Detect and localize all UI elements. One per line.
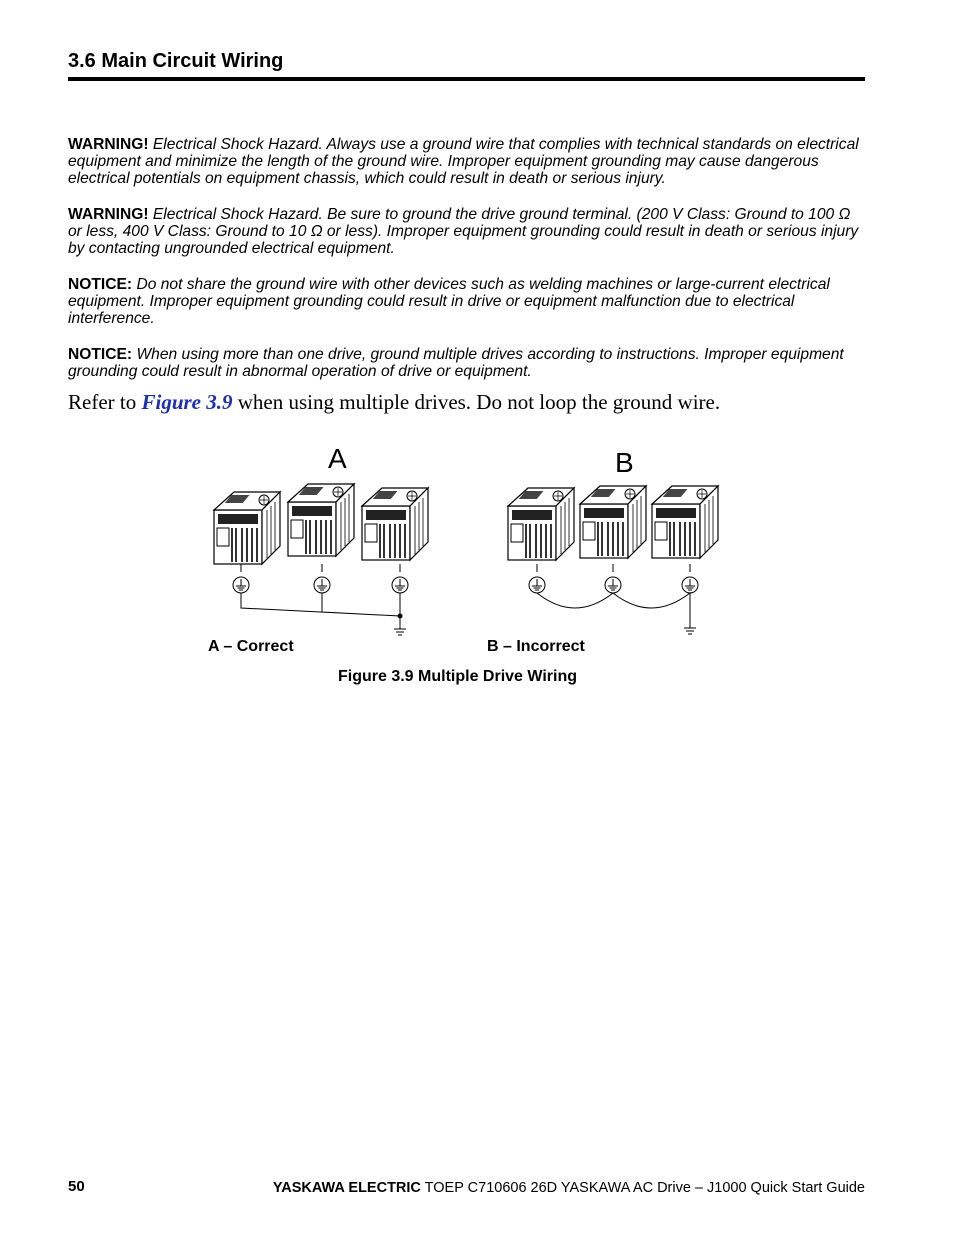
drive-unit [508, 488, 574, 560]
footer-brand: YASKAWA ELECTRIC [272, 1180, 421, 1196]
section-title: 3.6 Main Circuit Wiring [68, 50, 284, 72]
figure-letter-b: B [615, 447, 634, 478]
refer-sentence [68, 390, 720, 415]
notice-label: NOTICE: [68, 346, 133, 363]
notice-2 [68, 346, 868, 380]
figure-title: Figure 3.9 Multiple Drive Wiring [338, 668, 577, 685]
ground-terminal-icon [392, 577, 408, 593]
caption-b: B – Incorrect [487, 638, 585, 655]
multiple-drive-wiring-figure [200, 440, 740, 640]
ground-wire-correct [241, 593, 400, 621]
earth-ground-icon [684, 620, 696, 634]
drive-unit [214, 492, 280, 564]
figure-link[interactable]: Figure 3.9 [141, 390, 233, 414]
footer-doc-info [273, 1180, 865, 1196]
drive-unit [288, 484, 354, 556]
notice-text: Electrical Shock Hazard. Be sure to ground the drive ground terminal. (200 V Class: Ground to 100 Ω or less, 400 V Class: Ground to 10 Ω or less). Improper equipment grounding could result in death or serious injury by contacting ungrounded electrical equipment. [68, 206, 859, 257]
earth-ground-icon [394, 621, 406, 635]
notice-text: Electrical Shock Hazard. Always use a ground wire that complies with technical standards on electrical equipment and minimize the length of the ground wire. Improper equipment grounding may cause dangerous electrical potentials on equipment chassis, which could result in death or serious injury. [68, 136, 859, 187]
ground-terminal-icon [314, 577, 330, 593]
notice-label: WARNING! [68, 136, 149, 153]
caption-a: A – Correct [208, 638, 294, 655]
drive-unit [362, 488, 428, 560]
notice-1 [68, 276, 868, 327]
header-rule [68, 77, 865, 81]
ground-terminal-icon [605, 577, 621, 593]
notice-label: NOTICE: [68, 276, 133, 293]
refer-suffix: when using multiple drives. Do not loop the ground wire. [232, 390, 721, 414]
drive-unit [580, 486, 646, 558]
drive-unit [652, 486, 718, 558]
refer-prefix: Refer to [68, 390, 142, 414]
notice-label: WARNING! [68, 206, 149, 223]
page-number: 50 [68, 1178, 85, 1195]
ground-terminal-icon [529, 577, 545, 593]
warning-2 [68, 206, 868, 257]
footer-doc: TOEP C710606 26D YASKAWA AC Drive – J1000 Quick Start Guide [420, 1180, 865, 1196]
notice-text: Do not share the ground wire with other devices such as welding machines or large-current electrical equipment. Improper equipment grounding could result in drive or equipment malfunction due to electrical interference. [68, 276, 830, 327]
ground-terminal-icon [682, 577, 698, 593]
ground-wire-loop [537, 593, 690, 620]
notice-text: When using more than one drive, ground multiple drives according to instructions. Improper equipment grounding could result in abnormal operation of drive or equipment. [68, 346, 844, 380]
warning-1 [68, 136, 868, 187]
ground-terminal-icon [233, 577, 249, 593]
figure-letter-a: A [328, 443, 347, 474]
